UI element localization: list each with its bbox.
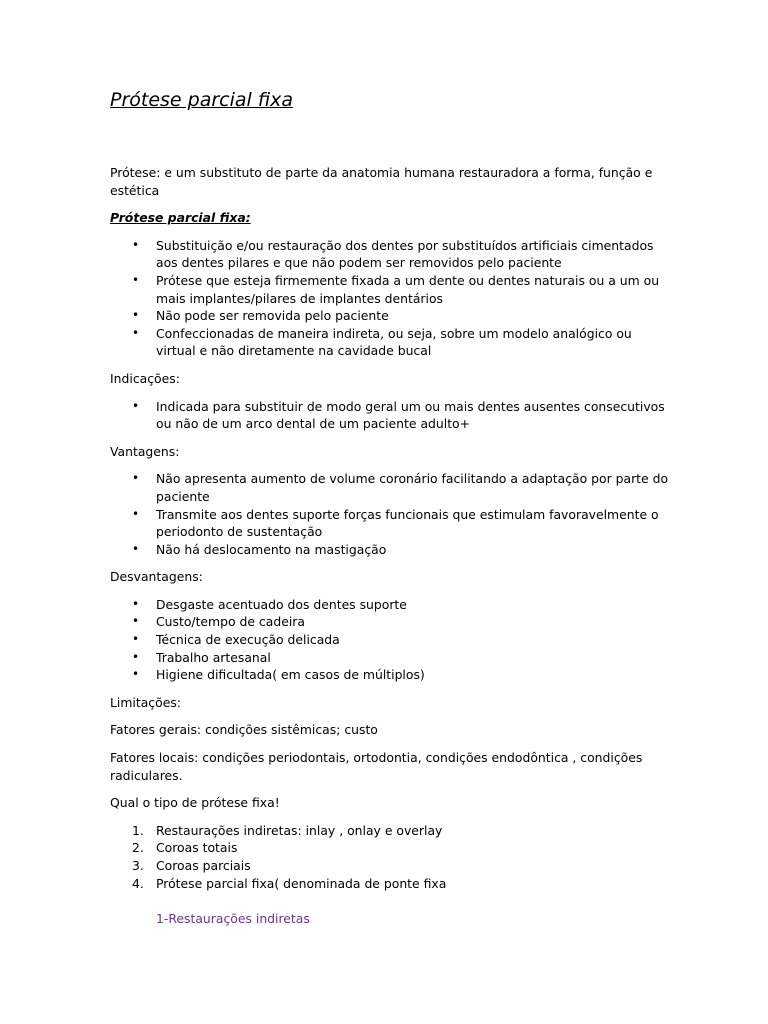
list-item <box>110 398 670 433</box>
types-list <box>110 822 670 892</box>
list-number: 2. <box>132 840 144 856</box>
indications-label: Indicações: <box>110 370 180 386</box>
bullet-icon: • <box>132 272 140 287</box>
list-item <box>110 325 670 360</box>
list-item <box>110 649 670 667</box>
list-item-text: Substituição e/ou restauração dos dentes por substituídos artificiais cimentados aos dentes pilares e que não podem ser removidos pelo paciente <box>156 237 654 271</box>
intro-paragraph: Prótese: e um substituto de parte da anatomia humana restauradora a forma, função e estética <box>110 165 653 198</box>
list-item-text: Não pode ser removida pelo paciente <box>156 308 389 324</box>
list-item-text: Desgaste acentuado dos dentes suporte <box>156 596 407 612</box>
document-title: Prótese parcial fixa <box>110 89 294 111</box>
local-factors-paragraph: Fatores locais: condições periodontais, ortodontia, condições endodôntica , condições radiculares. <box>110 750 643 783</box>
list-item <box>110 237 670 272</box>
section-heading-restauracoes-indiretas: 1-Restaurações indiretas <box>156 911 310 927</box>
list-item-text: Não apresenta aumento de volume coronário facilitando a adaptação por parte do paciente <box>156 471 669 504</box>
bullet-icon: • <box>132 471 140 486</box>
list-item <box>110 470 670 505</box>
bullet-icon: • <box>132 237 140 252</box>
bullet-icon: • <box>132 506 140 521</box>
bullet-icon: • <box>132 596 140 611</box>
list-number: 3. <box>132 858 144 873</box>
list-item-text: Restaurações indiretas: inlay , onlay e overlay <box>156 822 443 838</box>
list-item <box>110 307 670 325</box>
bullet-icon: • <box>132 308 140 323</box>
list-item-text: Prótese parcial fixa( denominada de ponte fixa <box>156 875 447 891</box>
bullet-icon: • <box>132 649 140 664</box>
disadvantages-label: Desvantagens: <box>110 569 203 585</box>
list-item <box>110 272 670 307</box>
list-item <box>110 541 670 559</box>
list-item-text: Custo/tempo de cadeira <box>156 614 305 630</box>
list-item <box>110 596 670 614</box>
indications-list <box>110 398 670 433</box>
list-item <box>110 631 670 649</box>
bullet-icon: • <box>132 614 140 629</box>
list-item-text: Transmite aos dentes suporte forças funcionais que estimulam favoravelmente o periodonto de sustentação <box>156 506 659 540</box>
bullet-icon: • <box>132 632 140 647</box>
list-number: 1. <box>132 822 144 838</box>
bullet-icon: • <box>132 667 140 682</box>
list-item <box>110 875 670 893</box>
list-item <box>110 839 670 857</box>
disadvantages-list <box>110 596 670 684</box>
list-item-text: Confeccionadas de maneira indireta, ou seja, sobre um modelo analógico ou virtual e não diretamente na cavidade bucal <box>156 325 632 359</box>
list-item-text: Indicada para substituir de modo geral um ou mais dentes ausentes consecutivos ou não de um arco dental de um paciente adulto+ <box>156 398 665 432</box>
list-item <box>110 822 670 840</box>
subheading-protese-parcial-fixa: Prótese parcial fixa: <box>110 210 251 226</box>
list-item <box>110 613 670 631</box>
list-item-text: Prótese que esteja firmemente fixada a um dente ou dentes naturais ou a um ou mais implantes/pilares de implantes dentários <box>156 272 660 306</box>
advantages-list <box>110 470 670 558</box>
advantages-label: Vantagens: <box>110 443 180 459</box>
question-paragraph: Qual o tipo de prótese fixa! <box>110 795 280 811</box>
list-item-text: Não há deslocamento na mastigação <box>156 541 387 557</box>
list-item-text: Trabalho artesanal <box>156 649 271 665</box>
list-item-text: Higiene dificultada( em casos de múltiplos) <box>156 667 425 683</box>
list-number: 4. <box>132 875 144 891</box>
list-item <box>110 666 670 684</box>
bullet-icon: • <box>132 398 140 413</box>
bullet-icon: • <box>132 541 140 556</box>
list-item <box>110 506 670 541</box>
limitations-label: Limitações: <box>110 694 181 710</box>
definition-list <box>110 237 670 360</box>
list-item-text: Coroas totais <box>156 840 238 856</box>
bullet-icon: • <box>132 325 140 340</box>
general-factors-paragraph: Fatores gerais: condições sistêmicas; custo <box>110 722 378 738</box>
list-item-text: Técnica de execução delicada <box>156 632 340 648</box>
list-item-text: Coroas parciais <box>156 858 251 873</box>
document-body <box>110 88 670 928</box>
list-item <box>110 857 670 875</box>
